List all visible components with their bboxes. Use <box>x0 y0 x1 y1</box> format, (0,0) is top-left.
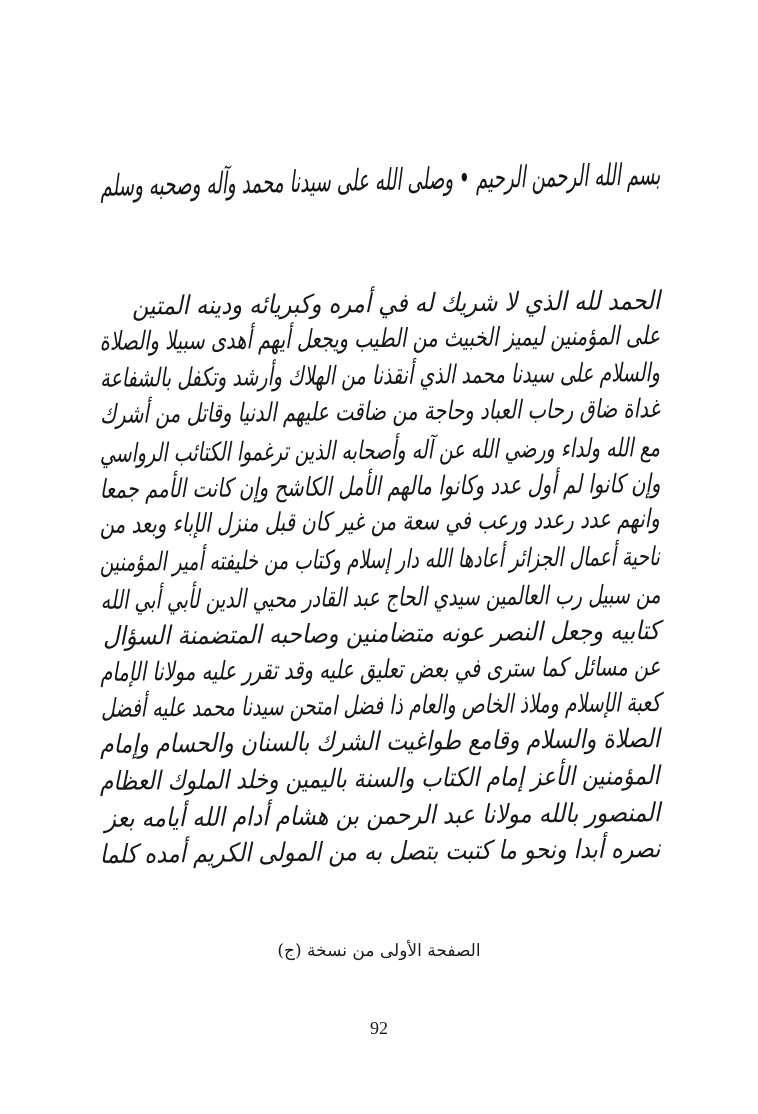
manuscript-line: من سبيل رب العالمين سيدي الحاج عبد القادر محيي الدين لأبي أبي الله <box>100 580 661 616</box>
manuscript-line: وانهم عدد رعدد ورعب في سعة من غير كان قبل منزل الإباء وبعد من <box>99 504 661 540</box>
manuscript-line: والسلام على سيدنا محمد الذي أنقذنا من الهلاك وأرشد وتكفل بالشفاعة <box>100 358 661 394</box>
manuscript-line: كتابيه وجعل النصر عونه متضامنين وصاحبه المتضمنة السؤال <box>103 616 661 652</box>
manuscript-bismillah-line: بسم الله الرحمن الرحيم • وصلى الله على سيدنا محمد وآله وصحبه وسلم <box>99 157 661 204</box>
manuscript-line: مع الله ولداء ورضي الله عن آله وأصحابه الذين ترغموا الكتائب الرواسي <box>99 433 661 469</box>
manuscript-line: نصره أبدا ونحو ما كتبت بتصل به من المولى الكريم أمده كلما <box>99 834 661 870</box>
manuscript-line: الصلاة والسلام وقامع طواغيت الشرك بالسنان والحسام وإمام <box>99 724 661 760</box>
manuscript-line: على المؤمنين ليميز الخبيث من الطيب ويجعل أيهم أهدى سبيلا والصلاة <box>99 321 661 357</box>
manuscript-line: وإن كانوا لم أول عدد وكانوا مالهم الأمل الكاشح وإن كانت الأمم جمعا <box>99 469 661 505</box>
manuscript-line: عن مسائل كما سترى في بعض تعليق عليه وقد تقرر عليه مولانا الإمام <box>99 652 661 688</box>
manuscript-line: المنصور بالله مولانا عبد الرحمن بن هشام أدام الله أيامه بعز <box>104 798 661 834</box>
manuscript-text-block <box>100 130 660 880</box>
manuscript-line: الحمد لله الذي لا شريك له في أمره وكبريائه ودينه المتين <box>131 286 661 322</box>
manuscript-line: المؤمنين الأعز إمام الكتاب والسنة باليمين وخلد الملوك العظام <box>100 761 661 797</box>
page-number: 92 <box>370 1018 388 1038</box>
figure-caption: الصفحة الأولى من نسخة (ج) <box>277 941 481 961</box>
manuscript-line: كعبة الإسلام وملاذ الخاص والعام ذا فضل امتحن سيدنا محمد عليه أفضل <box>100 688 661 724</box>
manuscript-line: ناحية أعمال الجزائر أعادها الله دار إسلام وكتاب من خليفته أمير المؤمنين <box>99 542 661 578</box>
manuscript-line: غداة ضاق رحاب العباد وحاجة من ضاقت عليهم الدنيا وقاتل من أشرك <box>100 394 661 430</box>
